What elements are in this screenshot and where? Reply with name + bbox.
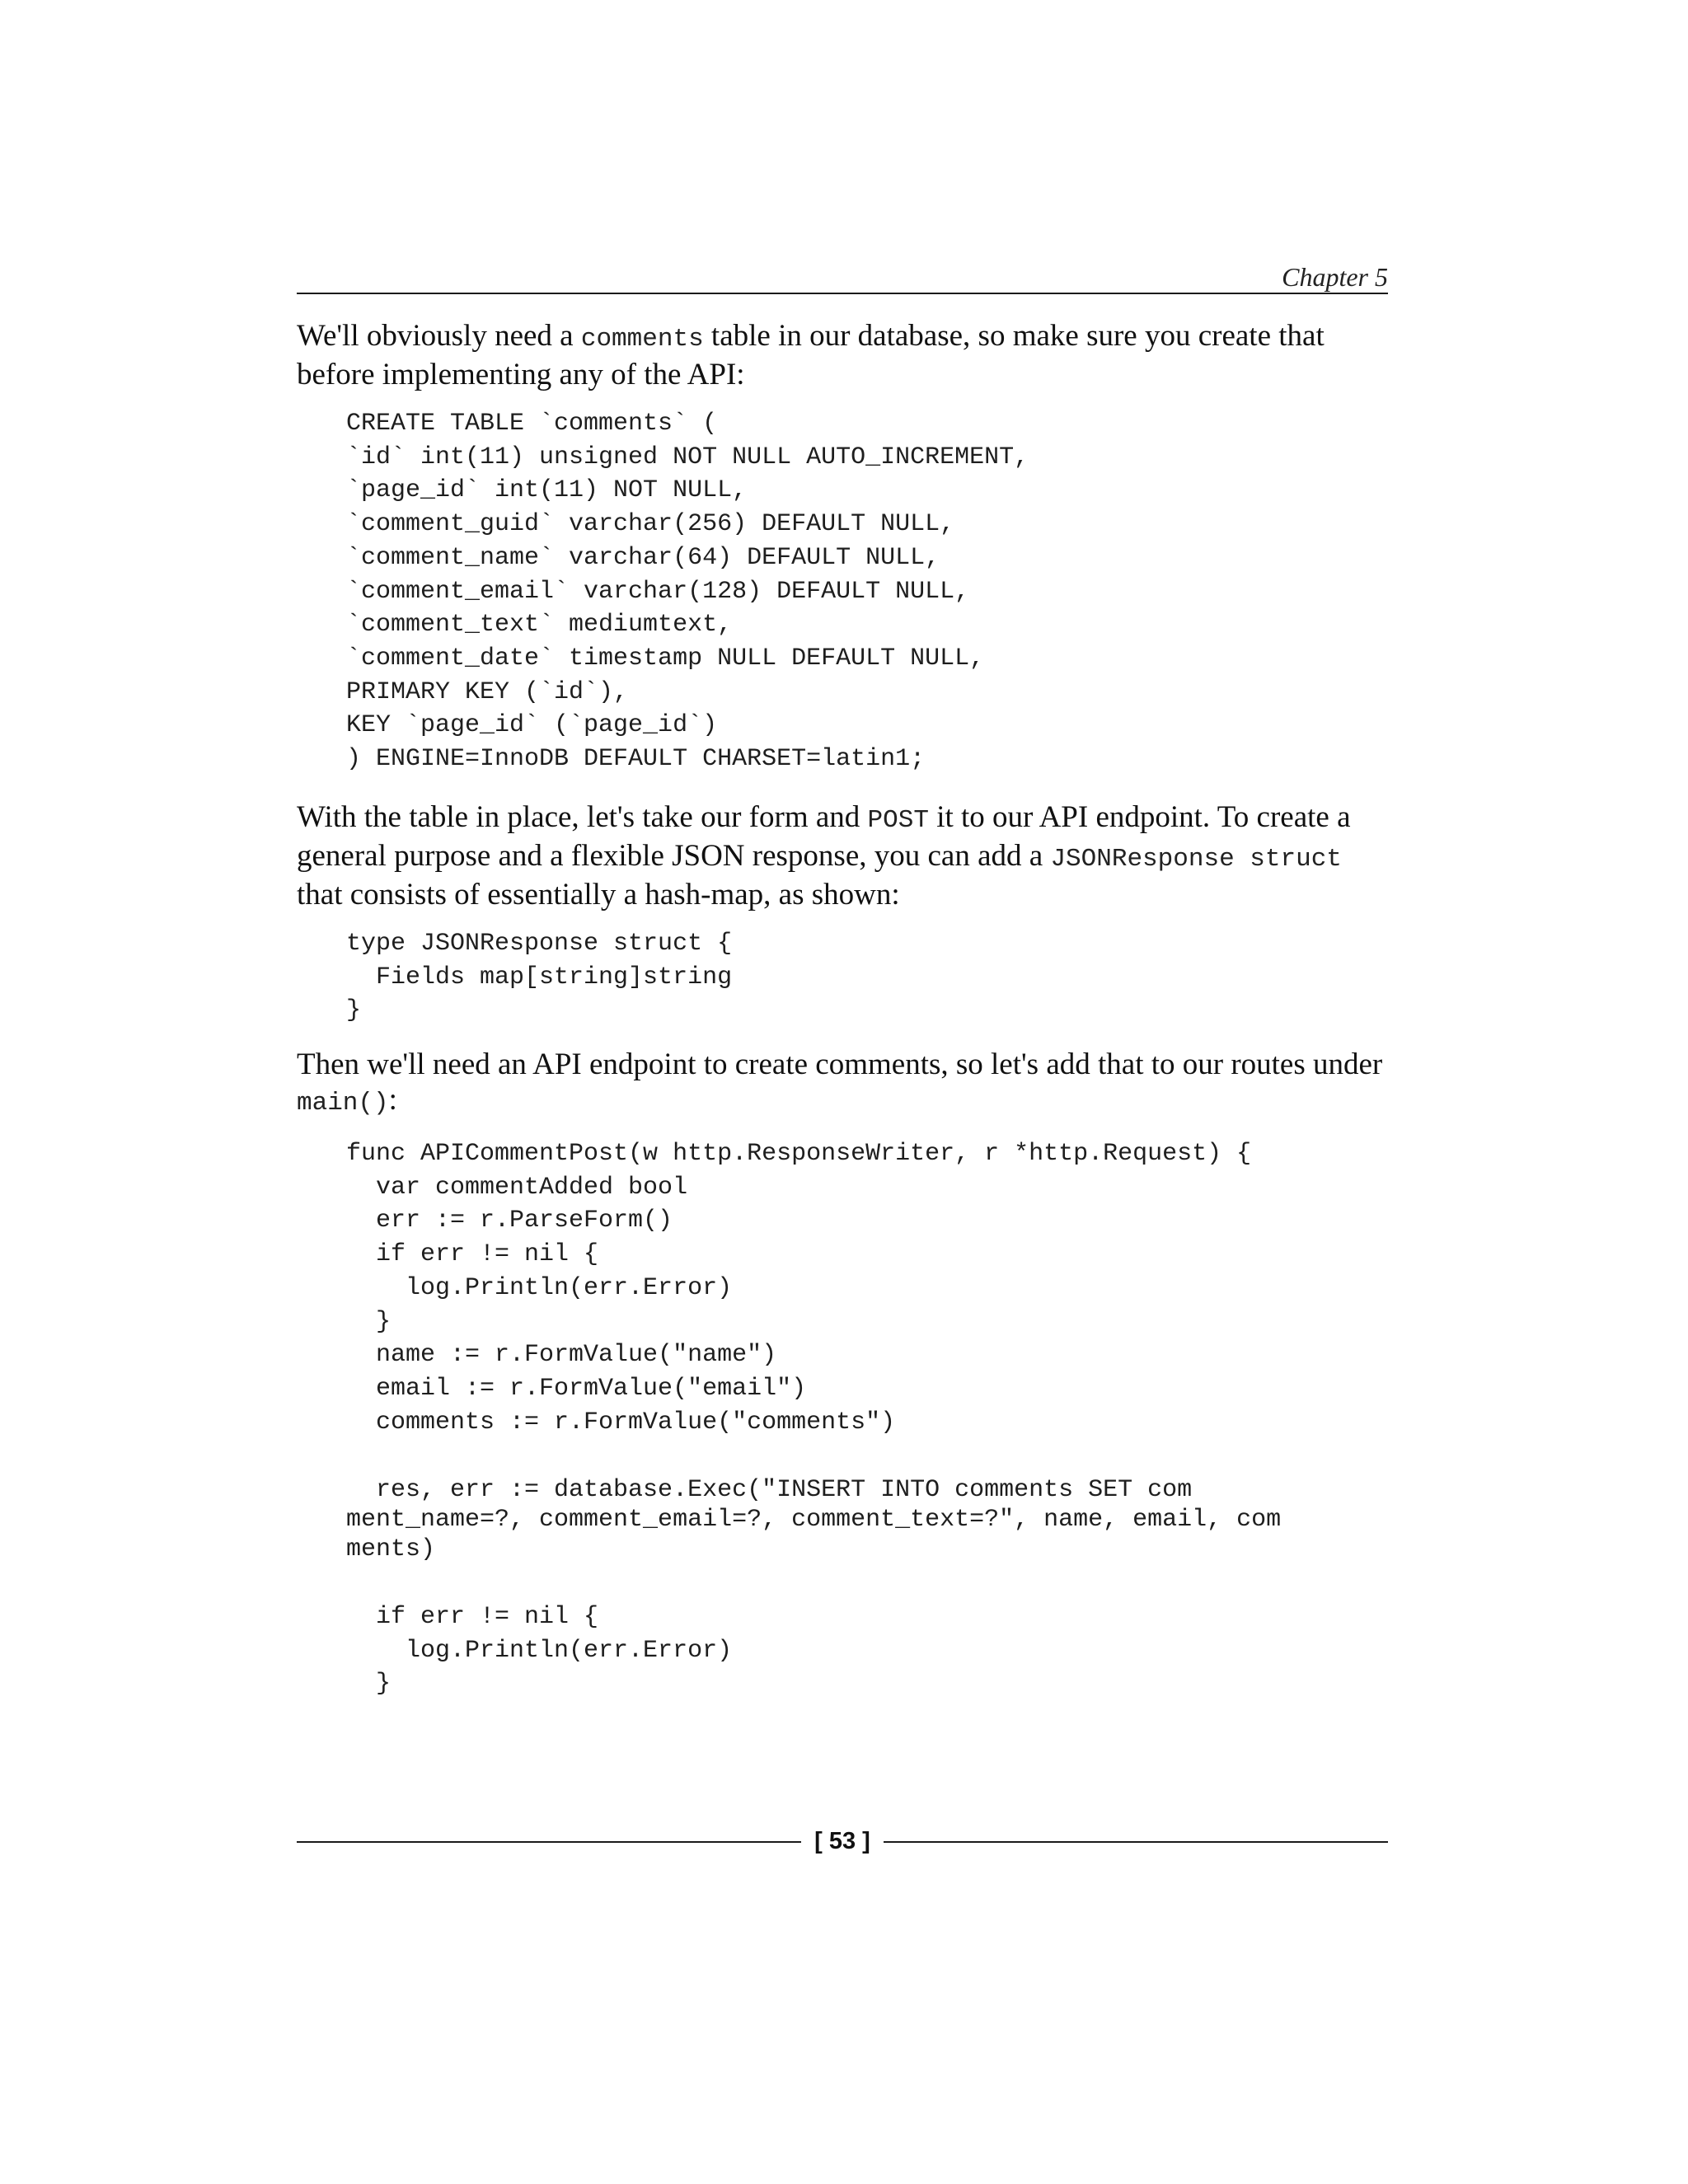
paragraph-intro	[297, 318, 1388, 392]
page-number: [ 53 ]	[814, 1828, 870, 1854]
paragraph-text: With the table in place, let's take our form and	[297, 800, 868, 834]
running-head: Chapter 5	[1282, 262, 1388, 292]
code-block-create-table: CREATE TABLE `comments` ( `id` int(11) unsigned NOT NULL AUTO_INCREMENT, `page_id` int(11) NOT NULL, `comment_guid` varchar(256) DEFAULT NULL, `comment_name` varchar(64) DEFAULT NULL, `comment_email` varchar(128) DEFAULT NULL, `comment_text` mediumtext, `comment_date` timestamp NULL DEFAULT NULL, PRIMARY KEY (`id`), KEY `page_id` (`page_id`) ) ENGINE=InnoDB DEFAULT CHARSET=latin1;	[346, 410, 1029, 774]
paragraph-text: it to our API endpoint. To create a general purpose and a flexible JSON response, you can add a	[297, 800, 1351, 873]
paragraph-text: :	[388, 1083, 397, 1117]
paragraph-api-endpoint	[297, 1047, 1388, 1121]
inline-code: JSONResponse struct	[1050, 845, 1342, 874]
paragraph-text: We'll obviously need a	[297, 319, 581, 353]
footer-rule-right	[884, 1841, 1388, 1843]
paragraph-json-response	[297, 799, 1388, 912]
code-block-handler-start: func APICommentPost(w http.ResponseWriter, r *http.Request) { var commentAdded bool err := r.ParseForm() if err != nil { log.Println(err.Error) } name := r.FormValue("name") email := r.FormValue("email") comments := r.FormValue("comments")	[346, 1140, 1252, 1436]
code-block-handler-error: if err != nil { log.Println(err.Error) }	[376, 1603, 733, 1699]
page-footer	[297, 1826, 1388, 1859]
header-rule	[297, 293, 1388, 294]
inline-code: main()	[297, 1089, 389, 1118]
footer-rule-left	[297, 1841, 801, 1843]
code-block-json-struct: type JSONResponse struct { Fields map[string]string }	[346, 930, 733, 1025]
paragraph-text: Then we'll need an API endpoint to create comments, so let's add that to our routes under	[297, 1047, 1383, 1081]
inline-code: comments	[580, 325, 704, 354]
paragraph-text: that consists of essentially a hash-map, as shown:	[297, 878, 900, 912]
code-block-handler-insert: res, err := database.Exec("INSERT INTO comments SET com ment_name=?, comment_email=?, comment_text=?", name, email, com ments)	[346, 1476, 1282, 1563]
inline-code: POST	[867, 806, 929, 835]
paragraph-text: table in our database, so make sure you create that before implementing any of the API:	[297, 319, 1325, 391]
